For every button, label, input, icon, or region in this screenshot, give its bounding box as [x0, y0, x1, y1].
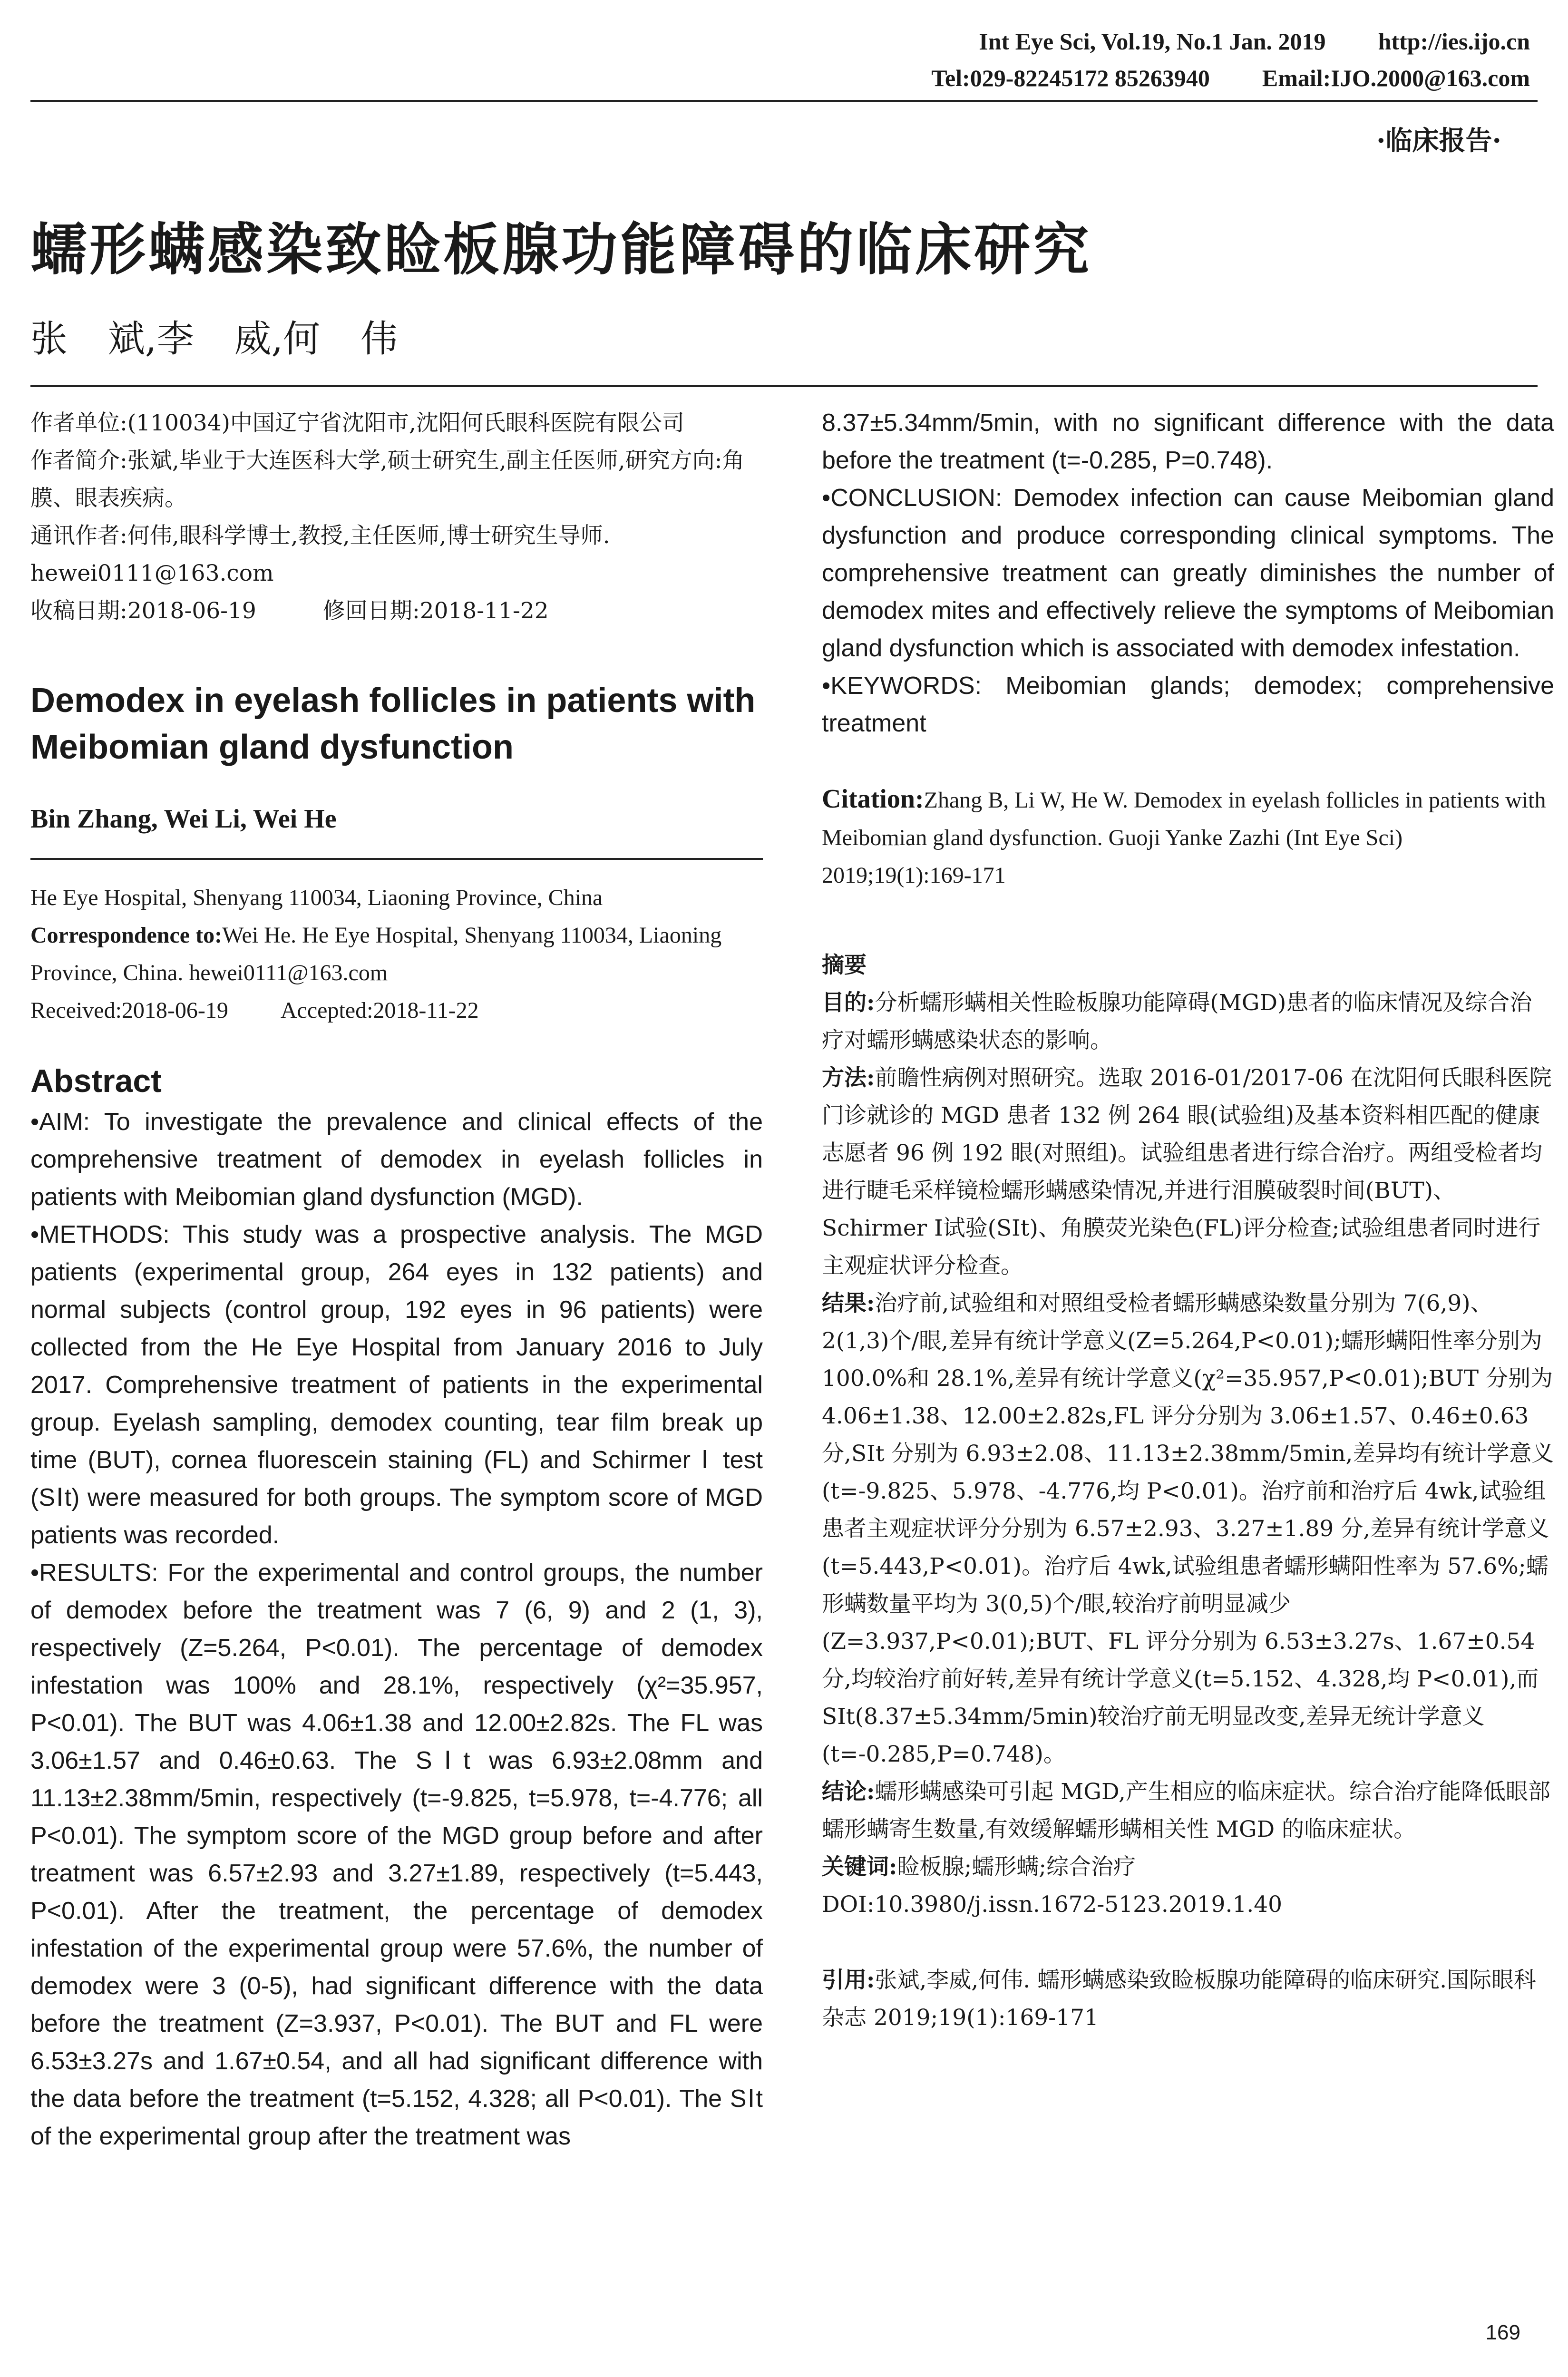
correspondence-text: Wei He. He Eye Hospital, Shenyang 110034, Liaoning Province, China. hewei0111@163.com [30, 923, 722, 985]
right-column [822, 404, 1554, 2036]
results-text-zh: 治疗前,试验组和对照组受检者蠕形螨感染数量分别为 7(6,9)、2(1,3)个/眼,差异有统计学意义(Z=5.264,P<0.01);蠕形螨阳性率分别为 100.0%和 28.1%,差异有统计学意义(χ²=35.957,P<0.01);BUT 分别为 4.06±1.38、12.00±2.82s,FL 评分分别为 3.06±1.57、0.46±0.63 分,SⅠt 分别为 6.93±2.08、11.13±2.38mm/5min,差异均有统计学意义(t=-9.825、5.978、-4.776,均 P<0.01)。治疗前和治疗后 4wk,试验组患者主观症状评分分别为 6.57±2.93、3.27±1.89 分,差异有统计学意义(t=5.443,P<0.01)。治疗后 4wk,试验组患者蠕形螨阳性率为 57.6%;蠕形螨数量平均为 3(0,5)个/眼,较治疗前明显减少(Z=3.937,P<0.01);BUT、FL 评分分别为 6.53±3.27s、1.67±0.54 分,均较治疗前好转,差异有统计学意义(t=5.152、4.328,均 P<0.01),而 SⅠt(8.37±5.34mm/5min)较治疗前无明显改变,差异无统计学意义(t=-0.285,P=0.748)。 [822, 1290, 1554, 1767]
doi[interactable]: DOI:10.3980/j.issn.1672-5123.2019.1.40 [822, 1891, 1283, 1918]
citation-en-text: Zhang B, Li W, He W. Demodex in eyelash follicles in patients with Meibomian gland dysfunction. Guoji Yanke Zazhi (Int Eye Sci) 2019;19(1):169-171 [822, 788, 1546, 888]
journal-info: Int Eye Sci, Vol.19, No.1 Jan. 2019 [979, 28, 1326, 55]
citation-en [822, 780, 1554, 894]
abstract-results-cont: 8.37±5.34mm/5min, with no significant difference with the data before the treatment (t=-0.285, P=0.748). [822, 409, 1554, 474]
title-rule [30, 385, 1538, 387]
header-rule [30, 100, 1538, 102]
conclusion-text-zh: 蠕形螨感染可引起 MGD,产生相应的临床症状。综合治疗能降低眼部蠕形螨寄生数量,有效缓解蠕形螨相关性 MGD 的临床症状。 [822, 1779, 1550, 1842]
revised-zh: 修回日期:2018-11-22 [322, 598, 549, 624]
keywords-text-zh: 睑板腺;蠕形螨;综合治疗 [897, 1854, 1136, 1880]
journal-tel: Tel:029-82245172 85263940 [931, 65, 1210, 91]
abstract-zh-methods [822, 1059, 1554, 1285]
abstract-zh [822, 946, 1554, 1923]
abstract-keywords: • KEYWORDS: Meibomian glands; demodex; comprehensive treatment [822, 667, 1554, 742]
keywords-label-zh: 关键词: [822, 1854, 897, 1880]
received-en: Received:2018-06-19 [30, 998, 228, 1023]
correspondence-label: Correspondence to: [30, 923, 223, 948]
dates-en [30, 992, 763, 1029]
aim-label-zh: 目的: [822, 990, 875, 1016]
abstract-en-continued [822, 404, 1554, 742]
affiliation-block [30, 879, 763, 1029]
journal-header-line2 [931, 64, 1530, 92]
abstract-zh-keywords [822, 1848, 1554, 1886]
journal-url[interactable]: http://ies.ijo.cn [1378, 28, 1530, 55]
citation-zh [822, 1961, 1554, 2036]
abstract-results: • RESULTS: For the experimental and control groups, the number of demodex before the treatment was 7 (6, 9) and 2 (1, 3), respectively (Z=5.264, P<0.01). The percentage of demodex infestation was 100% and 28.1%, respectively (χ²=35.957, P<0.01). The BUT was 4.06±1.38 and 12.00±2.82s. The FL was 3.06±1.57 and 0.46±0.63. The SⅠt was 6.93±2.08mm and 11.13±2.38mm/5min, respectively (t=-9.825, t=5.978, t=-4.776; all P<0.01). The symptom score of the MGD group before and after treatment was 6.57±2.93 and 3.27±1.89, respectively (t=5.443, P<0.01). After the treatment, the percentage of demodex infestation of the experimental group were 57.6%, the number of demodex were 3 (0-5), had significant difference with the data before the treatment (Z=3.937, P<0.01). The BUT and FL were 6.53±3.27s and 1.67±0.54, and all had significant difference with the data before the treatment (t=5.152, 4.328; all P<0.01). The SⅠt of the experimental group after the treatment was [30, 1554, 763, 2155]
abstract-zh-results [822, 1285, 1554, 1773]
left-column [30, 404, 763, 2155]
author-unit: 作者单位:(110034)中国辽宁省沈阳市,沈阳何氏眼科医院有限公司 [30, 410, 684, 436]
citation-zh-label: 引用: [822, 1967, 875, 1993]
authors-en: Bin Zhang, Wei Li, Wei He [30, 804, 337, 834]
dates-zh [30, 592, 763, 630]
abstract-zh-aim [822, 984, 1554, 1059]
abstract-zh-heading: 摘要 [822, 952, 867, 978]
aim-text-zh: 分析蠕形螨相关性睑板腺功能障碍(MGD)患者的临床情况及综合治疗对蠕形螨感染状态的影响。 [822, 990, 1532, 1053]
author-bio: 作者简介:张斌,毕业于大连医科大学,硕士研究生,副主任医师,研究方向:角膜、眼表疾病。 [30, 448, 745, 511]
conclusion-label-zh: 结论: [822, 1779, 875, 1805]
citation-en-label: Citation: [822, 784, 924, 814]
results-label-zh: 结果: [822, 1290, 875, 1316]
citation-zh-text: 张斌,李威,何伟. 蠕形螨感染致睑板腺功能障碍的临床研究.国际眼科杂志 2019;19(1):169-171 [822, 1967, 1537, 2031]
abstract-conclusion: • CONCLUSION: Demodex infection can cause Meibomian gland dysfunction and produce corresponding clinical symptoms. The comprehensive treatment can greatly diminishes the number of demodex mites and effectively relieve the symptoms of Meibomian gland dysfunction which is associated with demodex infestation. [822, 479, 1554, 667]
methods-text-zh: 前瞻性病例对照研究。选取 2016-01/2017-06 在沈阳何氏眼科医院门诊就诊的 MGD 患者 132 例 264 眼(试验组)及基本资料相匹配的健康志愿者 96 例 192 眼(对照组)。试验组患者进行综合治疗。两组受检者均进行睫毛采样镜检蠕形螨感染情况,并进行泪膜破裂时间(BUT)、Schirmer Ⅰ试验(SⅠt)、角膜荧光染色(FL)评分检查;试验组患者同时进行主观症状评分检查。 [822, 1065, 1552, 1279]
corresponding-author: 通讯作者:何伟,眼科学博士,教授,主任医师,博士研究生导师. hewei0111@163.com [30, 523, 610, 586]
accepted-en: Accepted:2018-11-22 [280, 998, 479, 1023]
correspondence-en [30, 916, 763, 992]
methods-label-zh: 方法: [822, 1065, 875, 1091]
page-number: 169 [1485, 2321, 1520, 2344]
journal-header-line1 [979, 28, 1530, 55]
abstract-zh-conclusion [822, 1773, 1554, 1848]
title-zh: 蠕形螨感染致睑板腺功能障碍的临床研究 [30, 216, 1092, 283]
section-label: ·临床报告· [1376, 125, 1501, 156]
abstract-en [30, 1103, 763, 2155]
abstract-aim: • AIM: To investigate the prevalence and clinical effects of the comprehensive treatment of demodex in eyelash follicles in patients with Meibomian gland dysfunction (MGD). [30, 1103, 763, 1216]
authors-zh: 张 斌,李 威,何 伟 [30, 318, 398, 360]
affiliation-en: He Eye Hospital, Shenyang 110034, Liaoning Province, China [30, 885, 603, 910]
received-zh: 收稿日期:2018-06-19 [30, 598, 256, 624]
abstract-methods: • METHODS: This study was a prospective analysis. The MGD patients (experimental group, 264 eyes in 132 patients) and normal subjects (control group, 192 eyes in 96 patients) were collected from the He Eye Hospital from January 2016 to July 2017. Comprehensive treatment of patients in the experimental group. Eyelash sampling, demodex counting, tear film break up time (BUT), cornea fluorescein staining (FL) and Schirmer Ⅰ test (SⅠt) were measured for both groups. The symptom score of MGD patients was recorded. [30, 1216, 763, 1554]
author-info [30, 404, 763, 630]
journal-email[interactable]: Email:IJO.2000@163.com [1262, 65, 1530, 91]
title-en: Demodex in eyelash follicles in patients with Meibomian gland dysfunction [30, 682, 756, 766]
authors-rule [30, 858, 763, 860]
abstract-heading: Abstract [30, 1063, 162, 1099]
